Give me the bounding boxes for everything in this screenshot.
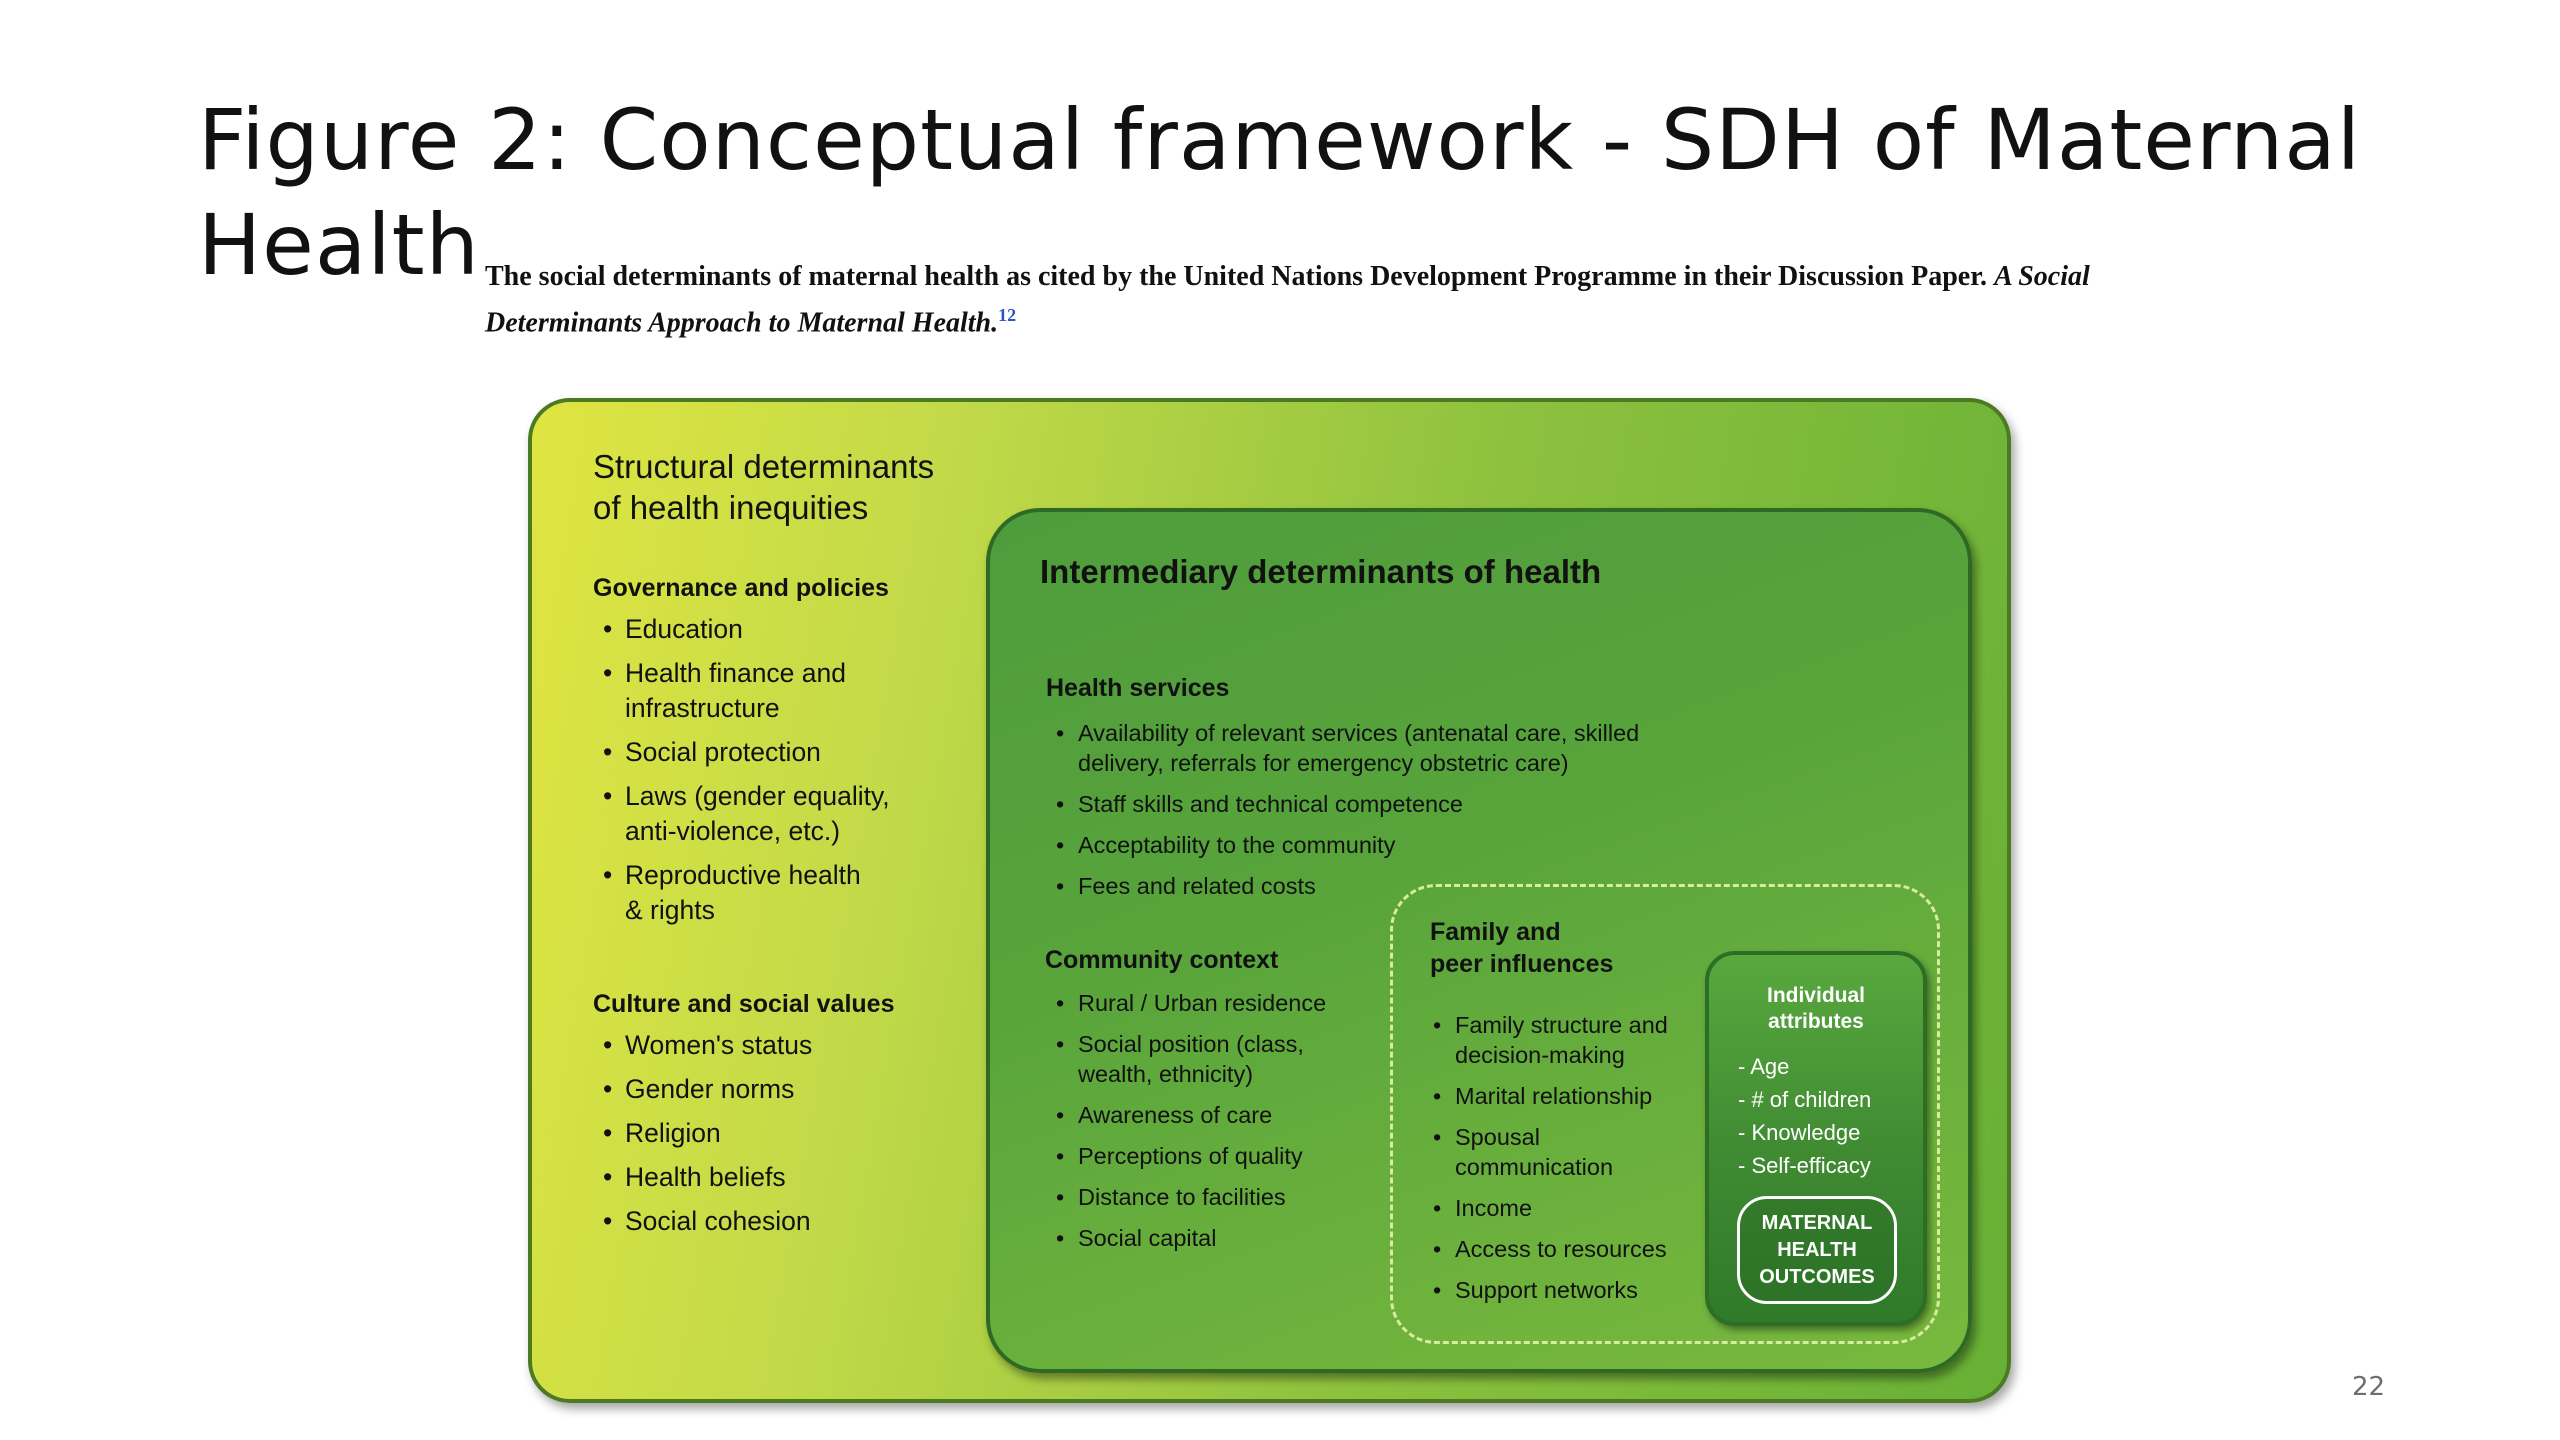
caption-italic-title: A Social Determinants Approach to Maternal Health. — [485, 261, 2090, 339]
list-item — [1433, 1040, 1668, 1070]
list-item: • Health finance and — [603, 656, 890, 691]
list-item: • Reproductive health — [603, 858, 890, 893]
list-item: • Access to resources — [1433, 1234, 1668, 1264]
governance-heading: Governance and policies — [593, 574, 889, 602]
structural-title-line-2: of health inequities — [593, 489, 869, 526]
intermediary-title: Intermediary determinants of health — [1040, 553, 1602, 590]
list-item: • Awareness of care — [1056, 1100, 1326, 1130]
list-item: • Social cohesion — [603, 1204, 812, 1239]
list-item — [603, 893, 890, 928]
community-context-heading: Community context — [1045, 946, 1279, 974]
list-item: • Spousal — [1433, 1122, 1668, 1152]
list-item-continuation: & rights — [625, 895, 715, 925]
outcomes-line-2: HEALTH — [1777, 1238, 1857, 1261]
list-item-continuation: anti-violence, etc.) — [625, 816, 841, 846]
health-services-list — [1056, 718, 1639, 912]
list-item: • Marital relationship — [1433, 1081, 1668, 1111]
list-item — [1056, 1059, 1326, 1089]
structural-title — [593, 446, 1013, 528]
list-item — [603, 691, 890, 726]
list-item: • Fees and related costs — [1056, 871, 1639, 901]
list-item: • Staff skills and technical competence — [1056, 789, 1639, 819]
structural-title-line-1: Structural determinants — [593, 448, 935, 485]
family-list — [1433, 1010, 1668, 1316]
list-item: • Health beliefs — [603, 1160, 812, 1195]
family-title-line-1: Family and — [1430, 918, 1561, 946]
list-item-continuation: delivery, referrals for emergency obstetric care) — [1078, 750, 1569, 776]
page-number: 22 — [2352, 1372, 2386, 1402]
outcomes-line-3: OUTCOMES — [1759, 1265, 1875, 1288]
list-item: • Rural / Urban residence — [1056, 988, 1326, 1018]
list-item-continuation: infrastructure — [625, 693, 780, 723]
individual-title — [1705, 983, 1927, 1035]
list-item: • Education — [603, 612, 890, 647]
list-item: • Social capital — [1056, 1223, 1326, 1253]
list-item: • Laws (gender equality, — [603, 779, 890, 814]
list-item: • Distance to facilities — [1056, 1182, 1326, 1212]
individual-title-line-1: Individual — [1766, 984, 1865, 1007]
figure-caption — [485, 258, 2105, 342]
list-item: - # of children — [1738, 1087, 1872, 1112]
list-item: - Age — [1738, 1054, 1790, 1079]
list-item: - Self-efficacy — [1738, 1153, 1871, 1178]
list-item: • Income — [1433, 1193, 1668, 1223]
list-item — [1056, 748, 1639, 778]
list-item: • Support networks — [1433, 1275, 1668, 1305]
list-item: • Family structure and — [1433, 1010, 1668, 1040]
governance-list — [603, 612, 890, 937]
list-item: • Acceptability to the community — [1056, 830, 1639, 860]
community-context-list — [1056, 988, 1326, 1264]
maternal-health-outcomes-box — [1737, 1196, 1897, 1304]
list-item — [1433, 1152, 1668, 1182]
individual-attributes-list — [1738, 1050, 1871, 1182]
culture-list — [603, 1028, 812, 1248]
list-item: • Social protection — [603, 735, 890, 770]
list-item: • Religion — [603, 1116, 812, 1151]
family-title-line-2: peer influences — [1430, 950, 1614, 978]
slide-title-line-1: Figure 2: Conceptual framework - SDH of Maternal — [198, 91, 2362, 189]
list-item: • Social position (class, — [1056, 1029, 1326, 1059]
individual-title-line-2: attributes — [1768, 1010, 1864, 1033]
health-services-heading: Health services — [1046, 674, 1230, 702]
slide-title-line-2: Health — [198, 196, 480, 294]
list-item — [603, 814, 890, 849]
list-item: - Knowledge — [1738, 1120, 1861, 1145]
list-item: • Gender norms — [603, 1072, 812, 1107]
list-item: • Women's status — [603, 1028, 812, 1063]
list-item: • Perceptions of quality — [1056, 1141, 1326, 1171]
caption-text: The social determinants of maternal health as cited by the United Nations Development Programme in their Discussion Paper. — [485, 261, 1988, 292]
list-item-continuation: communication — [1455, 1154, 1614, 1180]
list-item: • Availability of relevant services (antenatal care, skilled — [1056, 718, 1639, 748]
family-title — [1430, 916, 1730, 980]
culture-heading: Culture and social values — [593, 990, 895, 1018]
outcomes-line-1: MATERNAL — [1761, 1211, 1873, 1234]
list-item-continuation: decision-making — [1455, 1042, 1625, 1068]
list-item-continuation: wealth, ethnicity) — [1078, 1061, 1254, 1087]
caption-footnote-ref[interactable]: 12 — [998, 305, 1017, 325]
